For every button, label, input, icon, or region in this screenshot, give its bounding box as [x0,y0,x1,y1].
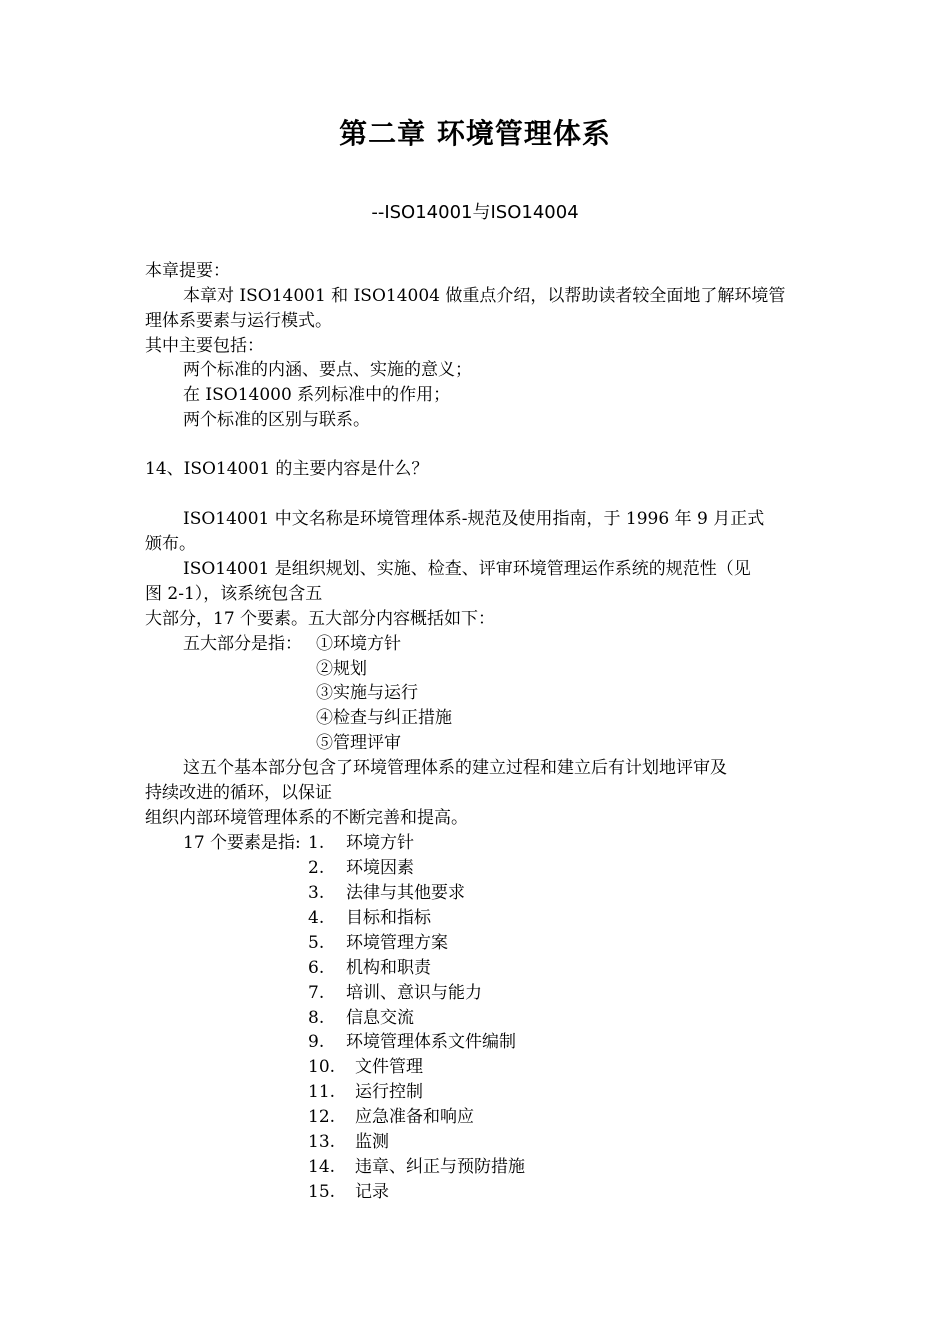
element-number: 11. [308,1082,336,1102]
five-part-item: ④检查与纠正措施 [316,708,452,728]
element-number: 1. [308,833,325,853]
element-name: 环境管理体系文件编制 [346,1032,516,1052]
five-parts-label: 五大部分是指： [183,634,302,654]
element-number: 13. [308,1132,336,1152]
element-number: 14. [308,1157,336,1177]
five-part-item: ①环境方针 [316,634,401,654]
summary-label: 本章提要： [145,261,230,281]
element-name: 环境管理方案 [346,933,448,953]
element-number: 15. [308,1182,336,1202]
paragraph-line: ISO14001 中文名称是环境管理体系-规范及使用指南，于 1996 年 9 月正式 [183,509,765,529]
summary-line: 理体系要素与运行模式。 [145,311,332,331]
element-number: 5. [308,933,325,953]
element-number: 6. [308,958,325,978]
paragraph-line: ISO14001 是组织规划、实施、检查、评审环境管理运作系统的规范性（见 [183,559,751,579]
five-part-item: ②规划 [316,659,367,679]
main-item: 在 ISO14000 系列标准中的作用； [183,385,451,405]
element-number: 7. [308,983,325,1003]
paragraph-line: 图 2-1），该系统包含五 [145,584,323,604]
chapter-subtitle: --ISO14001与ISO14004 [371,202,579,223]
element-name: 法律与其他要求 [346,883,465,903]
element-number: 3. [308,883,325,903]
element-number: 2. [308,858,325,878]
element-name: 机构和职责 [346,958,431,978]
paragraph-line: 大部分，17 个要素。五大部分内容概括如下： [145,609,496,629]
paragraph-line: 持续改进的循环，以保证 [145,783,332,803]
element-name: 应急准备和响应 [355,1107,474,1127]
element-number: 12. [308,1107,336,1127]
summary-line: 本章对 ISO14001 和 ISO14004 做重点介绍，以帮助读者较全面地了解环境管 [183,286,786,306]
element-name: 培训、意识与能力 [346,983,482,1003]
element-name: 违章、纠正与预防措施 [355,1157,525,1177]
element-number: 10. [308,1057,336,1077]
five-part-item: ⑤管理评审 [316,733,401,753]
main-item: 两个标准的内涵、要点、实施的意义； [183,360,472,380]
element-name: 环境方针 [346,833,414,853]
chapter-title: 第二章 环境管理体系 [339,117,611,150]
element-name: 运行控制 [355,1082,423,1102]
paragraph-line: 颁布。 [145,534,196,554]
element-name: 记录 [355,1182,389,1202]
element-name: 环境因素 [346,858,414,878]
element-number: 9. [308,1032,325,1052]
paragraph-line: 这五个基本部分包含了环境管理体系的建立过程和建立后有计划地评审及 [183,758,727,778]
five-part-item: ③实施与运行 [316,683,418,703]
element-name: 信息交流 [346,1008,414,1028]
elements-label: 17 个要素是指: [183,833,301,853]
main-item: 两个标准的区别与联系。 [183,410,370,430]
element-name: 文件管理 [355,1057,423,1077]
question-heading: 14、ISO14001 的主要内容是什么？ [145,459,429,479]
element-number: 4. [308,908,325,928]
paragraph-line: 组织内部环境管理体系的不断完善和提高。 [145,808,468,828]
main-label: 其中主要包括： [145,336,264,356]
element-name: 监测 [355,1132,389,1152]
element-number: 8. [308,1008,325,1028]
element-name: 目标和指标 [346,908,431,928]
